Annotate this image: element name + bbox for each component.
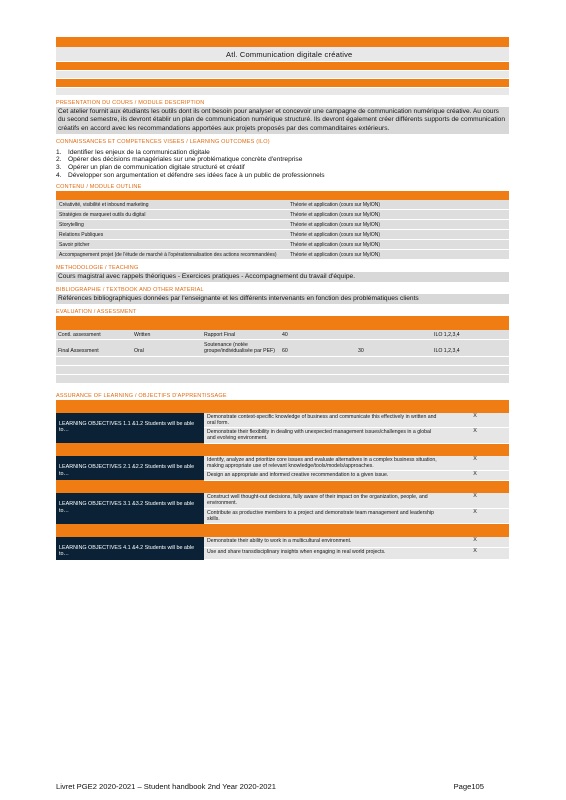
table-row: Savoir pitcher Théorie et application (cours sur MyION) [56, 240, 509, 250]
header-bar-2 [56, 62, 509, 70]
header-info-row [56, 71, 509, 78]
page-footer [56, 782, 484, 791]
learning-objective: LEARNING OBJECTIVES 2.1 &2.2 Students will be able to… [56, 456, 204, 480]
table-row: Demonstrate their flexibility in dealing with unexpected management issues/challenges in a global and evolving environment. X [56, 428, 509, 443]
table-row: LEARNING OBJECTIVES 1.1 &1.2 Students will be able to… Demonstrate context-specific knowledge of business and communicate this effectively in written and oral form. X [56, 413, 509, 428]
table-row: LEARNING OBJECTIVES 4.1 &4.2 Students will be able to… Demonstrate their ability to work in a multicultural environment. X [56, 537, 509, 548]
ilo-heading: CONNAISSANCES ET COMPETENCES VISEES / LEARNING OUTCOMES (ILO) [56, 138, 270, 145]
table-row: Final Assessment Oral Soutenance (notée groupe/individualisée par PEF) 60 30 ILO 1,2,3,4 [56, 340, 509, 357]
eval-header-cell [56, 316, 132, 330]
table-row: Accompagnement projet (de l'étude de marché à l'opérationnalisation des actions recommandées) Théorie et application (cours sur MyION) [56, 250, 509, 260]
table-row: Créativité, visibilité et inbound marketing Théorie et application (cours sur MyION) [56, 200, 509, 210]
presentation-heading: PRESENTATION DU COURS / MODULE DESCRIPTION [56, 100, 205, 106]
aol-heading: ASSURANCE OF LEARNING / OBJECTIFS D'APPRENTISSAGE [56, 392, 227, 399]
eval-header-cell [202, 316, 280, 330]
outline-table [56, 191, 509, 260]
list-item: 4. Développer son argumentation et défendre ses idées face à un public de professionnels [56, 171, 325, 179]
table-row [56, 365, 509, 374]
table-row: LEARNING OBJECTIVES 2.1 &2.2 Students will be able to… Identify, analyze and prioritize core issues and evaluate alternatives in a complex business situation, making appropriate use of relevant knowledge/tools/models/approaches. X [56, 456, 509, 471]
document-page [56, 37, 509, 560]
header-title-row [56, 47, 509, 61]
header-bar [56, 37, 509, 47]
footer-handbook-title: Livret PGE2 2020-2021 – Student handbook 2nd Year 2020-2021 [56, 782, 276, 791]
aol-header-cell [441, 400, 509, 413]
table-row: Contribute as productive members to a project and demonstrate team management and leadership skills. X [56, 508, 509, 523]
aol-table [56, 400, 509, 560]
table-row: Use and share transdisciplinary insights when engaging in real world projects. X [56, 548, 509, 560]
bibliography-text: Références bibliographiques données par l'enseignante et les différents intervenants en fonction des problématiques clients [56, 294, 509, 304]
learning-objective: LEARNING OBJECTIVES 3.1 &3.2 Students will be able to… [56, 493, 204, 523]
table-row: Storytelling Théorie et application (cours sur MyION) [56, 220, 509, 230]
header-bar-3 [56, 79, 509, 87]
eval-header-cell [280, 316, 356, 330]
eval-header-cell [432, 316, 509, 330]
outline-header-cell [56, 191, 287, 200]
table-row: Relations Publiques Théorie et application (cours sur MyION) [56, 230, 509, 240]
learning-objective: LEARNING OBJECTIVES 1.1 &1.2 Students will be able to… [56, 413, 204, 443]
table-row: Design an appropriate and informed creative recommendation to a given issue. X [56, 471, 509, 480]
eval-header-cell [356, 316, 432, 330]
course-title: Atl. Communication digitale créative [226, 49, 353, 59]
list-item: 3. Opérer un plan de communication digitale structuré et créatif [56, 164, 245, 172]
ilo-list [56, 149, 509, 179]
eval-header-cell [132, 316, 202, 330]
evaluation-heading: EVALUATION / ASSESSMENT [56, 309, 137, 316]
list-item: 1. Identifier les enjeux de la communication digitale [56, 148, 210, 156]
page-number: Page105 [453, 782, 484, 791]
header-info-row-2 [56, 88, 509, 95]
table-row: Stratégies de marqueet outils du digital Théorie et application (cours sur MyION) [56, 210, 509, 220]
bibliography-heading: BIBLIOGRAPHIE / TEXTBOOK AND OTHER MATERIAL [56, 287, 204, 294]
list-item: 2. Opérer des décisions managériales sur une problématique concrète d'entreprise [56, 156, 303, 164]
table-row: LEARNING OBJECTIVES 3.1 &3.2 Students will be able to… Construct well thought-out decisions, fully aware of their impact on the organization, people, and environment. X [56, 493, 509, 508]
outline-header-cell [287, 191, 509, 200]
table-row [56, 356, 509, 365]
learning-objective: LEARNING OBJECTIVES 4.1 &4.2 Students will be able to… [56, 537, 204, 560]
aol-header-cell [56, 400, 204, 413]
aol-header-cell [204, 400, 441, 413]
methodology-heading: METHODOLOGIE / TEACHING [56, 265, 139, 272]
methodology-text: Cours magistral avec rappels théoriques - Exercices pratiques - Accompagnement du travail d'équipe. [56, 272, 509, 282]
presentation-text: Cet atelier fournit aux étudiants les outils dont ils ont besoin pour analyser et concevoir une campagne de communication numérique créative. Au cours du second semestre, ils devront établir un plan de communication numérique structuré. Ils devront également créer différents supports de communication créatifs en accord avec les recommandations apportées aux projets proposés par des commanditaires extérieurs. [56, 107, 509, 134]
evaluation-table [56, 316, 509, 384]
outline-heading: CONTENU / MODULE OUTLINE [56, 184, 142, 191]
table-row: Contl. assessment Written Rapport Final 40 ILO 1,2,3,4 [56, 330, 509, 340]
table-row [56, 374, 509, 383]
